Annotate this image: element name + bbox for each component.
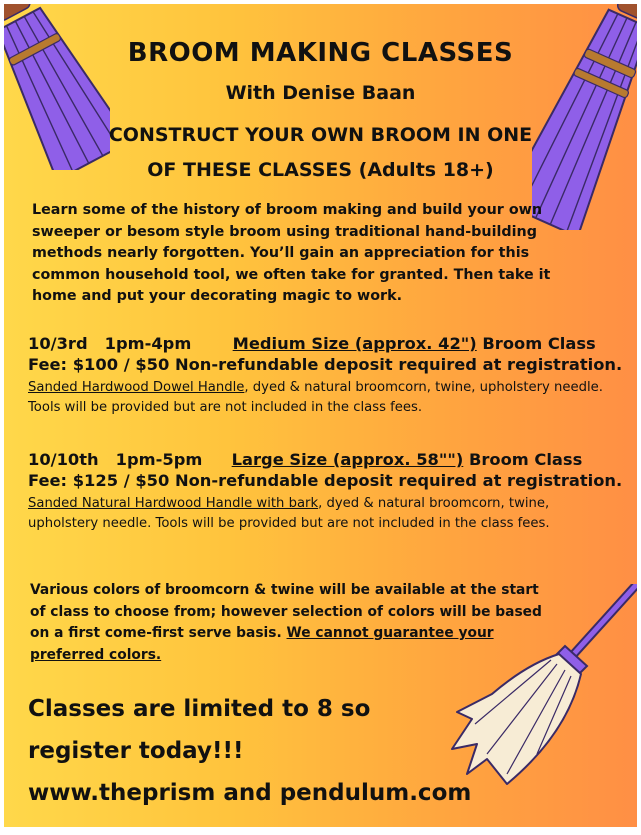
footer-website: www.theprism and pendulum.com: [28, 780, 472, 806]
class-large-date: 10/10th: [28, 450, 99, 469]
colors-notice-text: Various colors of broomcorn & twine will be available at the start of class to choose from; however selection of colors will be based on a first come-first serve basis.: [30, 582, 542, 641]
class-large-size: Large Size (approx. 58""): [231, 450, 464, 469]
class-large-suffix: Broom Class: [463, 450, 583, 469]
class-large: [28, 450, 623, 533]
class-medium-header: [28, 334, 608, 353]
class-medium-handle: Sanded Hardwood Dowel Handle: [28, 380, 245, 395]
instructor-subtitle: With Denise Baan: [225, 82, 416, 104]
construct-line-2: OF THESE CLASSES (Adults 18+): [147, 159, 494, 181]
class-medium-description: [28, 378, 608, 417]
class-large-handle: Sanded Natural Hardwood Handle with bark: [28, 496, 319, 511]
class-medium-details: , dyed & natural broomcorn, twine, upholstery needle. Tools will be provided but are not included in the class fees.: [28, 380, 603, 415]
footer-callout: [28, 688, 471, 814]
colors-notice: [30, 580, 550, 666]
class-medium-date: 10/3rd: [28, 334, 88, 353]
colors-guarantee-note: We cannot guarantee your preferred colors.: [30, 625, 494, 663]
flyer: [4, 4, 637, 827]
construct-heading: [64, 118, 577, 188]
class-medium-time: 1pm-4pm: [104, 334, 192, 353]
page-title: BROOM MAKING CLASSES: [127, 38, 514, 68]
footer-register: register today!!!: [28, 738, 244, 764]
class-large-time: 1pm-5pm: [115, 450, 203, 469]
class-large-details: , dyed & natural broomcorn, twine, upholstery needle. Tools will be provided but are not included in the class fees.: [28, 496, 550, 531]
class-medium: [28, 334, 623, 417]
construct-line-1: CONSTRUCT YOUR OWN BROOM IN ONE: [108, 124, 533, 146]
footer-limit: Classes are limited to 8 so: [28, 696, 371, 722]
class-medium-suffix: Broom Class: [476, 334, 596, 353]
class-medium-size: Medium Size (approx. 42"): [232, 334, 477, 353]
intro-paragraph: Learn some of the history of broom making and build your own sweeper or besom style broom using traditional hand-building methods nearly forgotten. You’ll gain an appreciation for this common household tool, we often take for granted. Then take it home and put your decorating magic to work.: [32, 202, 551, 304]
class-large-description: [28, 494, 608, 533]
class-large-header: [28, 450, 608, 469]
class-medium-fee: Fee: $100 / $50 Non-refundable deposit required at registration.: [28, 355, 623, 374]
class-large-fee: Fee: $125 / $50 Non-refundable deposit required at registration.: [28, 471, 623, 490]
